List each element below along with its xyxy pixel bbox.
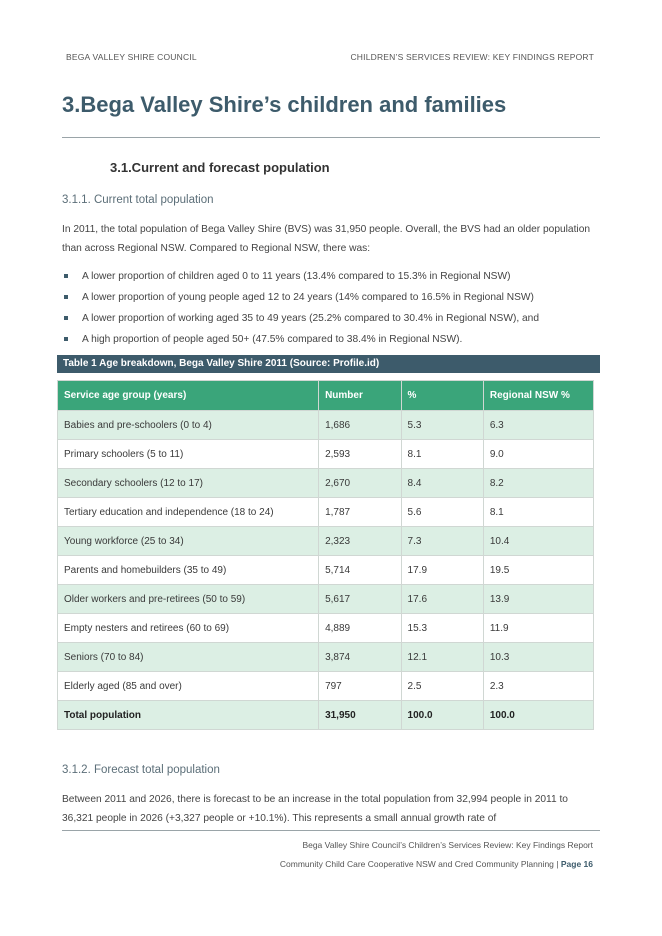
- table-row: [58, 498, 594, 527]
- heading-divider: [62, 137, 600, 138]
- cell-regional-percent: 13.9: [483, 585, 593, 614]
- cell-percent: 5.6: [401, 498, 483, 527]
- cell-percent: 2.5: [401, 672, 483, 701]
- column-header-percent: %: [401, 381, 483, 411]
- list-item-text: A high proportion of people aged 50+ (47.5% compared to 38.4% in Regional NSW).: [82, 334, 463, 345]
- bullet-square-icon: [64, 316, 68, 320]
- column-header-number: Number: [319, 381, 401, 411]
- list-item: [62, 308, 602, 329]
- forecast-paragraph: Between 2011 and 2026, there is forecast to be an increase in the total population from 32,994 people in 2011 to 36,321 people in 2026 (+3,327 people or +10.1%). This represents a small annual growth rate of: [62, 794, 568, 824]
- cell-percent: 17.6: [401, 585, 483, 614]
- list-item-text: A lower proportion of working aged 35 to 49 years (25.2% compared to 30.4% in Regional NSW), and: [82, 313, 539, 324]
- cell-regional-percent: 10.4: [483, 527, 593, 556]
- bullet-square-icon: [64, 337, 68, 341]
- cell-regional-percent: 9.0: [483, 440, 593, 469]
- cell-number: 1,686: [319, 411, 401, 440]
- cell-percent: 15.3: [401, 614, 483, 643]
- cell-number: 2,670: [319, 469, 401, 498]
- footer-divider: [62, 830, 600, 831]
- cell-percent: 8.4: [401, 469, 483, 498]
- table-header-row: [58, 381, 594, 411]
- list-item-text: A lower proportion of children aged 0 to 11 years (13.4% compared to 15.3% in Regional NSW): [82, 271, 511, 282]
- cell-age-group: Empty nesters and retirees (60 to 69): [58, 614, 319, 643]
- bullet-square-icon: [64, 274, 68, 278]
- intro-paragraph: In 2011, the total population of Bega Valley Shire (BVS) was 31,950 people. Overall, the BVS had an older population than across Regional NSW. Compared to Regional NSW, there was:: [62, 224, 591, 254]
- footer-organisations: Community Child Care Cooperative NSW and Cred Community Planning |: [279, 859, 559, 869]
- cell-total-number: 31,950: [319, 701, 401, 730]
- list-item: [62, 329, 602, 350]
- column-header-regional-percent: Regional NSW %: [483, 381, 593, 411]
- table-caption: Table 1 Age breakdown, Bega Valley Shire 2011 (Source: Profile.id): [57, 355, 600, 373]
- column-header-age-group: Service age group (years): [58, 381, 319, 411]
- subsection-heading-current: 3.1.1. Current total population: [62, 194, 214, 206]
- cell-regional-percent: 8.2: [483, 469, 593, 498]
- table-row: [58, 411, 594, 440]
- bullet-square-icon: [64, 295, 68, 299]
- cell-number: 2,593: [319, 440, 401, 469]
- cell-regional-percent: 2.3: [483, 672, 593, 701]
- table-row: [58, 614, 594, 643]
- cell-age-group: Elderly aged (85 and over): [58, 672, 319, 701]
- cell-age-group: Parents and homebuilders (35 to 49): [58, 556, 319, 585]
- table-row: [58, 672, 594, 701]
- table-row: [58, 440, 594, 469]
- cell-age-group: Young workforce (25 to 34): [58, 527, 319, 556]
- table-total-row: [58, 701, 594, 730]
- cell-percent: 8.1: [401, 440, 483, 469]
- footer-report-title: Bega Valley Shire Council’s Children’s Services Review: Key Findings Report: [302, 840, 593, 850]
- table-row: [58, 585, 594, 614]
- cell-total-regional-percent: 100.0: [483, 701, 593, 730]
- list-item: [62, 266, 602, 287]
- comparison-list: [62, 266, 602, 350]
- cell-percent: 12.1: [401, 643, 483, 672]
- list-item: [62, 287, 602, 308]
- cell-number: 2,323: [319, 527, 401, 556]
- cell-number: 5,714: [319, 556, 401, 585]
- cell-age-group: Seniors (70 to 84): [58, 643, 319, 672]
- cell-age-group: Babies and pre-schoolers (0 to 4): [58, 411, 319, 440]
- cell-regional-percent: 6.3: [483, 411, 593, 440]
- section-heading: 3.1.Current and forecast population: [110, 160, 330, 175]
- cell-total-label: Total population: [58, 701, 319, 730]
- cell-regional-percent: 11.9: [483, 614, 593, 643]
- cell-age-group: Tertiary education and independence (18 to 24): [58, 498, 319, 527]
- cell-age-group: Primary schoolers (5 to 11): [58, 440, 319, 469]
- table-row: [58, 469, 594, 498]
- table-row: [58, 643, 594, 672]
- cell-total-percent: 100.0: [401, 701, 483, 730]
- running-header-left: BEGA VALLEY SHIRE COUNCIL: [66, 52, 197, 62]
- cell-percent: 7.3: [401, 527, 483, 556]
- cell-number: 797: [319, 672, 401, 701]
- subsection-heading-forecast: 3.1.2. Forecast total population: [62, 764, 220, 776]
- footer-credits: [280, 859, 593, 869]
- cell-number: 3,874: [319, 643, 401, 672]
- cell-number: 4,889: [319, 614, 401, 643]
- chapter-heading: 3.Bega Valley Shire’s children and families: [62, 92, 507, 117]
- cell-regional-percent: 10.3: [483, 643, 593, 672]
- cell-number: 5,617: [319, 585, 401, 614]
- table-row: [58, 527, 594, 556]
- cell-number: 1,787: [319, 498, 401, 527]
- cell-percent: 5.3: [401, 411, 483, 440]
- cell-age-group: Secondary schoolers (12 to 17): [58, 469, 319, 498]
- table-row: [58, 556, 594, 585]
- list-item-text: A lower proportion of young people aged 12 to 24 years (14% compared to 16.5% in Regional NSW): [82, 292, 534, 303]
- cell-regional-percent: 19.5: [483, 556, 593, 585]
- page-number: Page 16: [560, 859, 593, 869]
- cell-regional-percent: 8.1: [483, 498, 593, 527]
- cell-age-group: Older workers and pre-retirees (50 to 59): [58, 585, 319, 614]
- cell-percent: 17.9: [401, 556, 483, 585]
- age-breakdown-table: [57, 380, 594, 730]
- running-header-right: CHILDREN’S SERVICES REVIEW: KEY FINDINGS REPORT: [350, 52, 594, 62]
